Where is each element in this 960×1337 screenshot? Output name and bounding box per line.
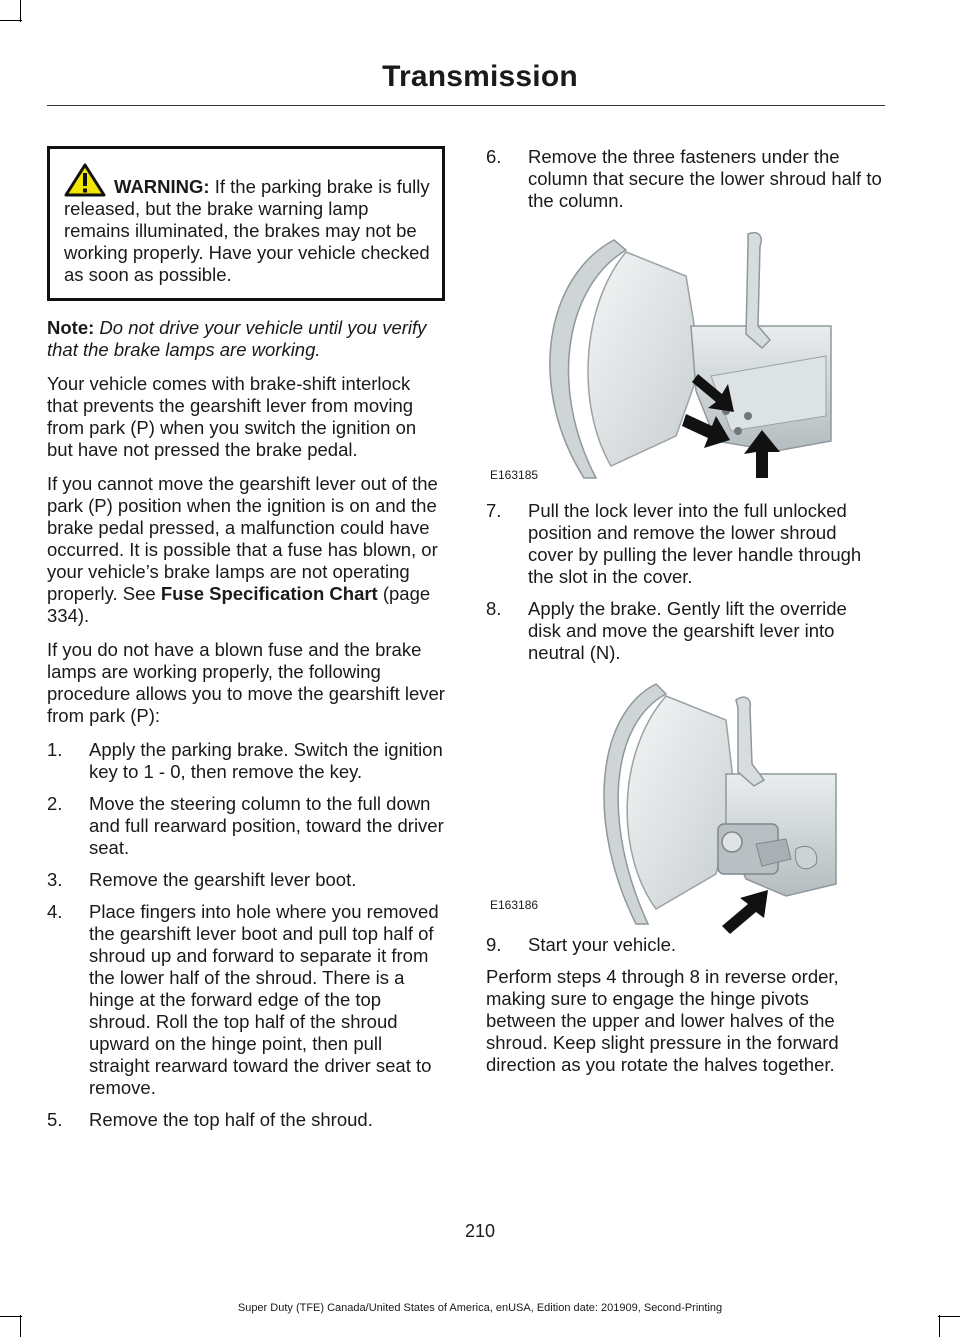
- page-title: Transmission: [382, 60, 578, 93]
- step-number: 4.: [47, 901, 63, 922]
- crop-mark: [938, 1316, 960, 1317]
- step-text: Place fingers into hole where you removed the gearshift lever boot and pull top half of shroud up and forward to separate it from the lower half of the shroud. There is a hinge at the forward edge of the top shroud. Roll the top half of the shroud upward on the hinge point, then pull straight rearward toward the driver seat to remove.: [89, 901, 439, 1098]
- figure-code: E163186: [490, 898, 539, 912]
- note-text: Do not drive your vehicle until you verify that the brake lamps are working.: [47, 317, 427, 360]
- warning-text: [64, 163, 430, 286]
- step-number: 8.: [486, 598, 502, 619]
- step-item: [486, 146, 884, 212]
- step-item: [47, 869, 445, 891]
- steps-list-right-c: [486, 934, 884, 956]
- steps-list-left: [47, 739, 445, 1131]
- step-item: [47, 793, 445, 859]
- step-number: 5.: [47, 1109, 63, 1130]
- step-number: 9.: [486, 934, 502, 955]
- paragraph-text: If you cannot move the gearshift lever out of the park (P) position when the ignition is on and the brake pedal pressed, a malfunction could have occurred. It is possible that a fuse has blown, or your vehicle’s brake lamps are not operating properly. See: [47, 473, 438, 604]
- right-column: [486, 146, 884, 1088]
- figure-code: E163185: [490, 468, 539, 482]
- step-item: [486, 598, 884, 664]
- footer-edition: Super Duty (TFE) Canada/United States of America, enUSA, Edition date: 201909, Second-Printing: [237, 1302, 723, 1314]
- note-paragraph: [47, 317, 445, 361]
- left-column: [47, 146, 445, 1141]
- warning-box: [47, 146, 445, 301]
- steering-column-illustration: [486, 216, 884, 484]
- page-number: 210: [464, 1221, 496, 1241]
- page-reference: (page 334).: [47, 583, 431, 626]
- step-number: 6.: [486, 146, 502, 167]
- step-text: Move the steering column to the full down and full rearward position, toward the driver seat.: [89, 793, 444, 858]
- step-text: Remove the three fasteners under the column that secure the lower shroud half to the column.: [528, 146, 882, 211]
- crop-mark: [0, 1316, 22, 1317]
- fuse-chart-link[interactable]: Fuse Specification Chart: [160, 583, 378, 604]
- step-text: Pull the lock lever into the full unlocked position and remove the lower shroud cover by pulling the lever handle through the slot in the cover.: [528, 500, 862, 587]
- crop-mark: [20, 1315, 21, 1337]
- steps-list-right-a: [486, 146, 884, 212]
- figure-override-disk: [486, 674, 884, 934]
- paragraph-malfunction: [47, 473, 445, 627]
- header-divider: [47, 105, 885, 106]
- step-text: Remove the gearshift lever boot.: [89, 869, 357, 890]
- step-number: 7.: [486, 500, 502, 521]
- step-text: Start your vehicle.: [528, 934, 677, 955]
- figure-fasteners: [486, 216, 884, 484]
- paragraph-interlock: Your vehicle comes with brake-shift interlock that prevents the gearshift lever from moving from park (P) when you switch the ignition on but have not pressed the brake pedal.: [47, 373, 417, 460]
- step-number: 2.: [47, 793, 63, 814]
- steps-list-right-b: [486, 500, 884, 664]
- crop-mark: [0, 20, 22, 21]
- step-number: 3.: [47, 869, 63, 890]
- step-item: [47, 901, 445, 1099]
- note-label: Note:: [47, 317, 95, 338]
- steering-column-illustration: [486, 674, 884, 934]
- step-number: 1.: [47, 739, 63, 760]
- arrow-icon: [722, 890, 768, 934]
- crop-mark: [939, 1315, 940, 1337]
- step-text: Apply the parking brake. Switch the ignition key to 1 - 0, then remove the key.: [89, 739, 443, 782]
- step-item: [47, 739, 445, 783]
- step-text: Remove the top half of the shroud.: [89, 1109, 373, 1130]
- crop-mark: [20, 0, 21, 22]
- step-item: [486, 934, 884, 956]
- step-item: [486, 500, 884, 588]
- warning-triangle-icon: [64, 163, 106, 197]
- warning-body: If the parking brake is fully released, but the brake warning lamp remains illuminated, the brakes may not be working properly. Have your vehicle checked as soon as possible.: [64, 176, 430, 285]
- step-text: Apply the brake. Gently lift the override disk and move the gearshift lever into neutral (N).: [528, 598, 847, 663]
- paragraph-procedure-intro: If you do not have a blown fuse and the brake lamps are working properly, the following procedure allows you to move the gearshift lever from park (P):: [47, 639, 445, 726]
- paragraph-reassembly: Perform steps 4 through 8 in reverse order, making sure to engage the hinge pivots between the upper and lower halves of the shroud. Keep slight pressure in the forward direction as you rotate the halves together.: [486, 966, 839, 1075]
- step-item: [47, 1109, 445, 1131]
- warning-label: WARNING:: [114, 176, 210, 197]
